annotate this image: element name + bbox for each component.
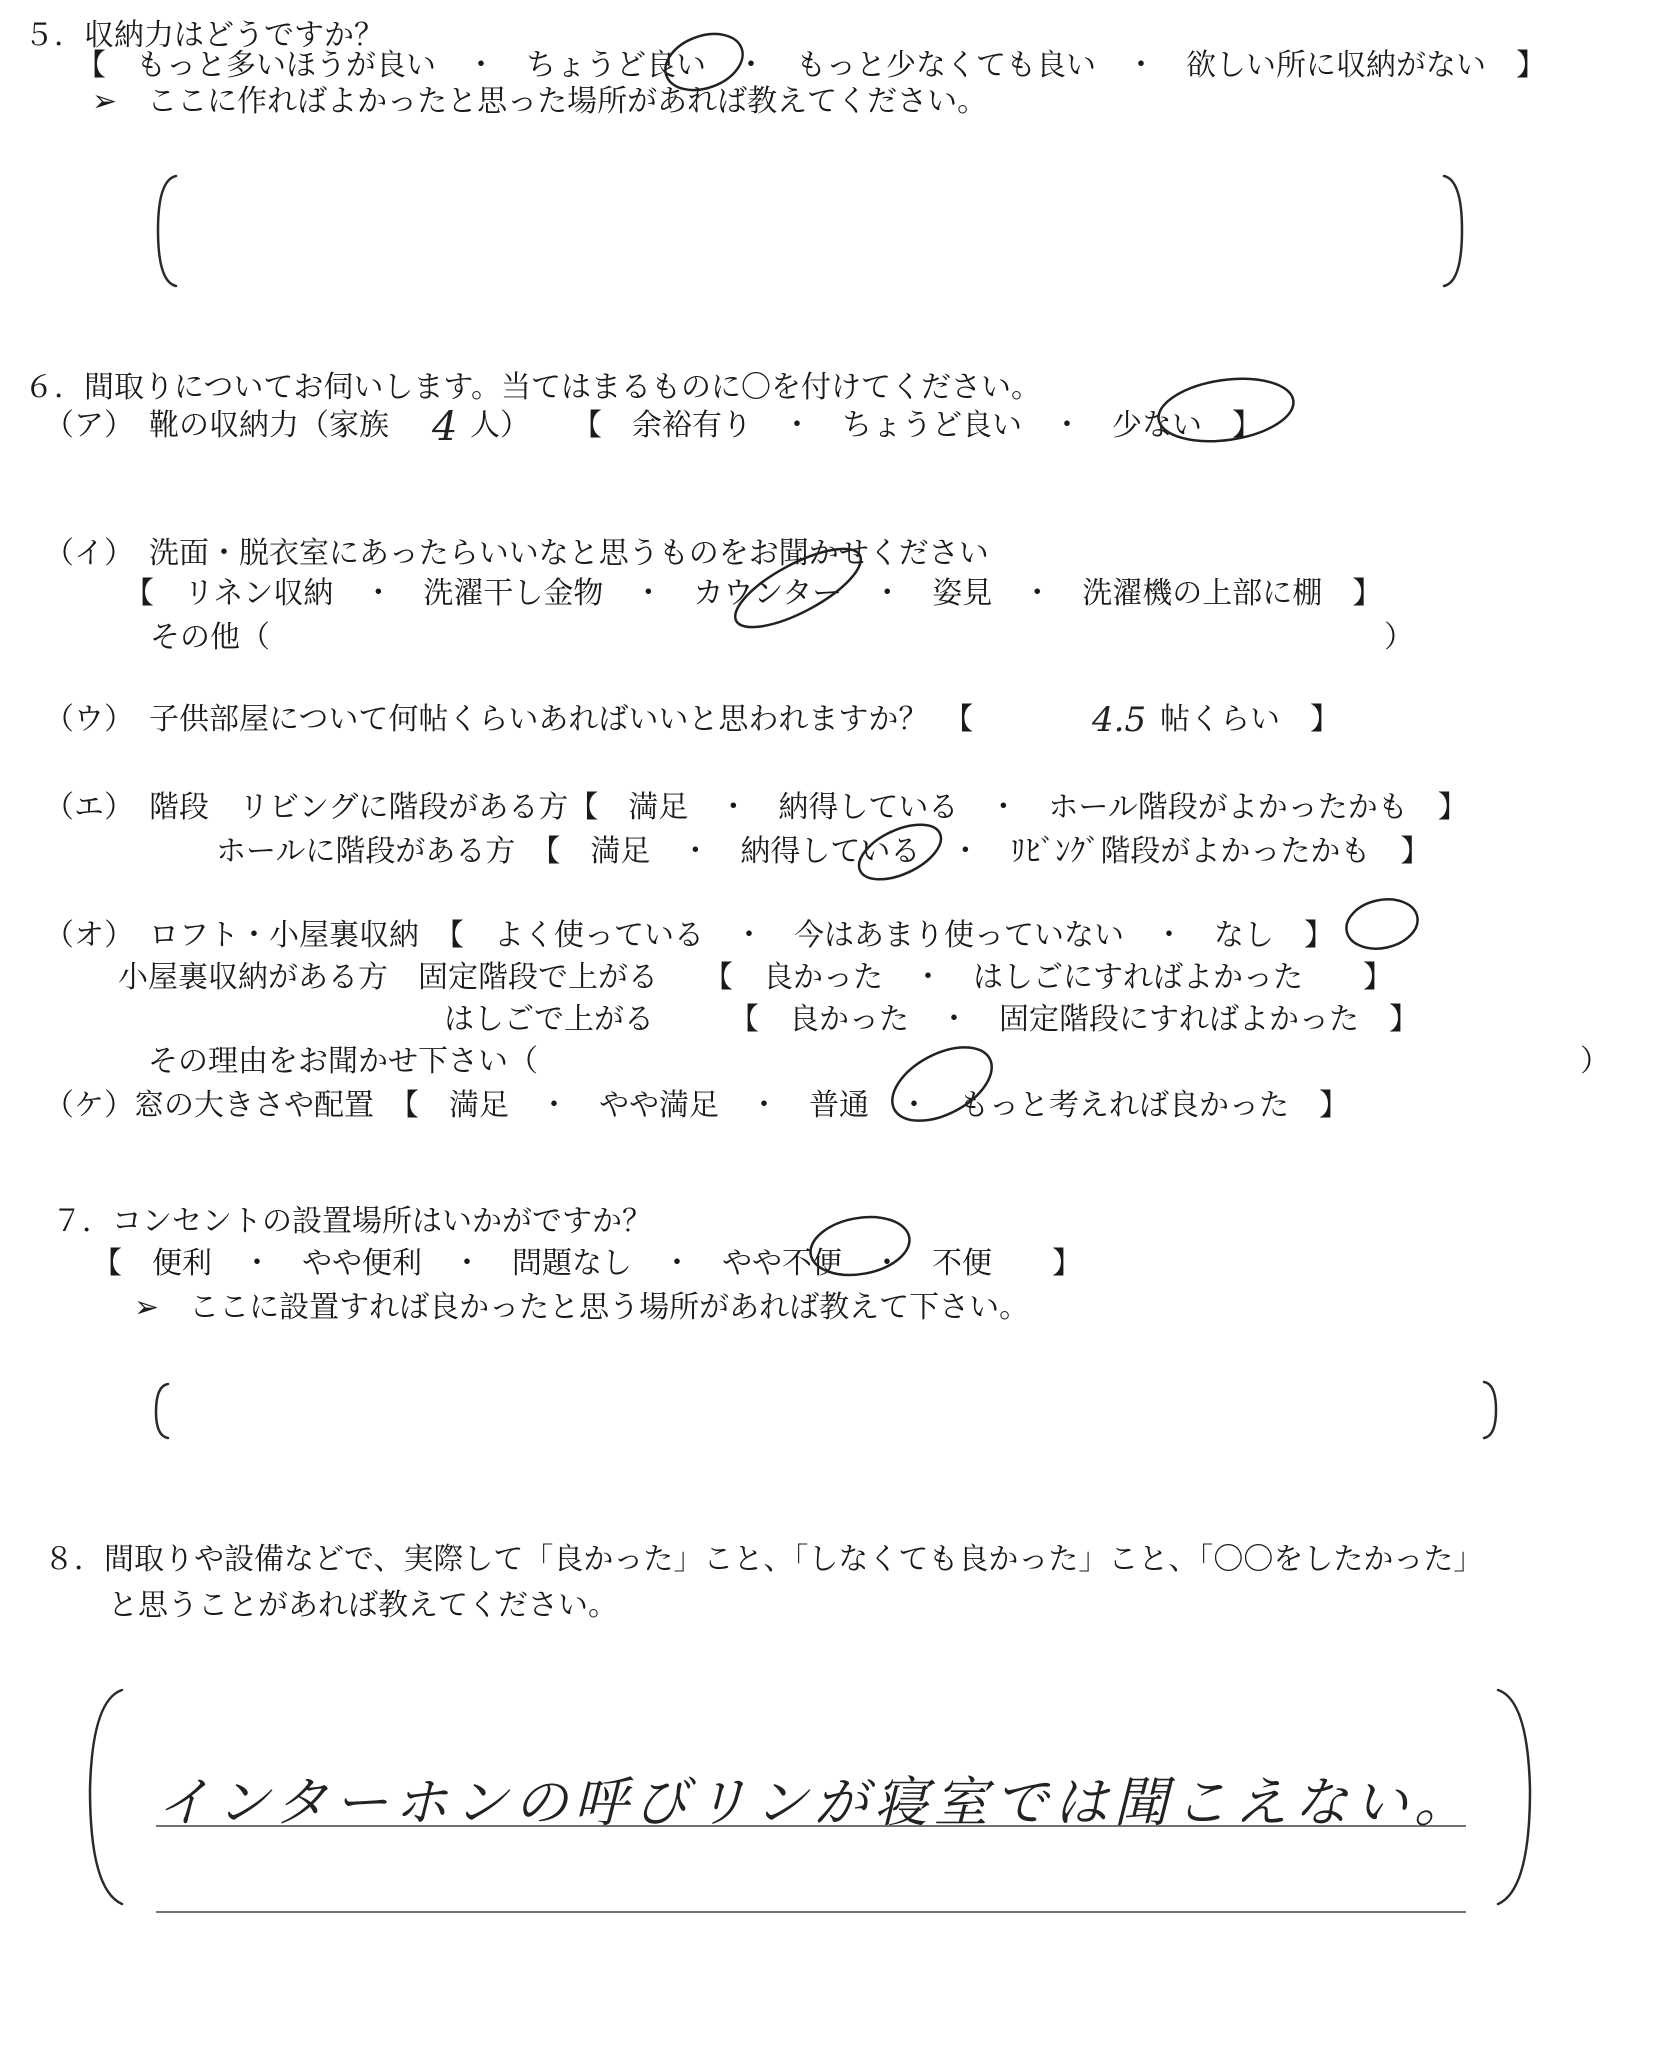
q6ke-label: （ケ）窓の大きさや配置 【 満足 ・ やや満足 ・ 普通 ・ もっと考えれば良かった 】 <box>44 1088 1349 1123</box>
q6i-other-close: ） <box>1384 620 1414 655</box>
q5-followup: ➢ ここに作ればよかったと思った場所があれば教えてください。 <box>92 84 988 119</box>
q5-title: ５．収納力はどうですか？ <box>24 18 384 53</box>
q6o-label: （オ） ロフト・小屋裏収納 【 よく使っている ・ 今はあまり使っていない ・ なし 】 <box>44 918 1334 953</box>
q6o-line2: 小屋裏収納がある方 固定階段で上がる 【 良かった ・ はしごにすればよかった 】 <box>118 960 1393 995</box>
q6o-circle-mark <box>1342 893 1422 955</box>
q6u-suffix: 帖くらい 】 <box>1160 702 1340 737</box>
q7-bracket-left <box>156 1384 168 1438</box>
q8-bracket-right <box>1498 1690 1530 1904</box>
q6u-answer: 4.5 <box>1092 700 1147 740</box>
q7-bracket-right <box>1484 1382 1496 1438</box>
q8-title: ８．間取りや設備などで、実際して「良かった」こと、「しなくても良かった」こと、「〇〇をしたかった」 <box>44 1542 1484 1577</box>
q6e-line2: ホールに階段がある方 【 満足 ・ 納得している ・ ﾘﾋﾞﾝｸﾞ階段がよかったかも 】 <box>216 834 1431 869</box>
q7-title: ７．コンセントの設置場所はいかがですか？ <box>52 1204 652 1239</box>
q7-options: 【 便利 ・ やや便利 ・ 問題なし ・ やや不便 ・ 不便 】 <box>92 1246 1082 1281</box>
q6o-line3: はしごで上がる 【 良かった ・ 固定階段にすればよかった 】 <box>444 1002 1419 1037</box>
q6o-reason-close: ） <box>1580 1044 1610 1079</box>
q6o-reason-label: その理由をお聞かせ下さい（ <box>148 1044 538 1079</box>
q6a-family-count: 4 <box>432 404 458 450</box>
q6i-other-label: その他（ <box>150 620 270 655</box>
q6-title: ６．間取りについてお伺いします。当てはまるものに〇を付けてください。 <box>24 370 1041 405</box>
q6i-label: （イ） 洗面・脱衣室にあったらいいなと思うものをお聞かせください <box>44 536 989 571</box>
q6a-label-end: 人） <box>470 408 530 443</box>
q5-options: 【 もっと多いほうが良い ・ ちょうど良い ・ もっと少なくても良い ・ 欲しい所に収納がない 】 <box>76 48 1546 83</box>
q7-followup: ➢ ここに設置すれば良かったと思う場所があれば教えて下さい。 <box>134 1290 1030 1325</box>
q6a-label: （ア） 靴の収納力（家族 <box>44 408 389 443</box>
q5-bracket-left <box>158 176 176 286</box>
q6u-label: （ウ） 子供部屋について何帖くらいあればいいと思われますか？ 【 <box>44 702 974 737</box>
q5-bracket-right <box>1444 176 1462 286</box>
q6i-options: 【 リネン収納 ・ 洗濯干し金物 ・ カウンター ・ 姿見 ・ 洗濯機の上部に棚 】 <box>124 576 1383 611</box>
q8-answer: インターホンの呼びリンが寝室では聞こえない。 <box>156 1771 1474 1834</box>
q8-bracket-left <box>90 1690 122 1904</box>
q8-title-line2: と思うことがあれば教えてください。 <box>108 1588 618 1623</box>
q6e-label: （エ） 階段 リビングに階段がある方【 満足 ・ 納得している ・ ホール階段がよかったかも 】 <box>44 790 1468 825</box>
q6a-options: 【 余裕有り ・ ちょうど良い ・ 少ない 】 <box>572 408 1262 443</box>
